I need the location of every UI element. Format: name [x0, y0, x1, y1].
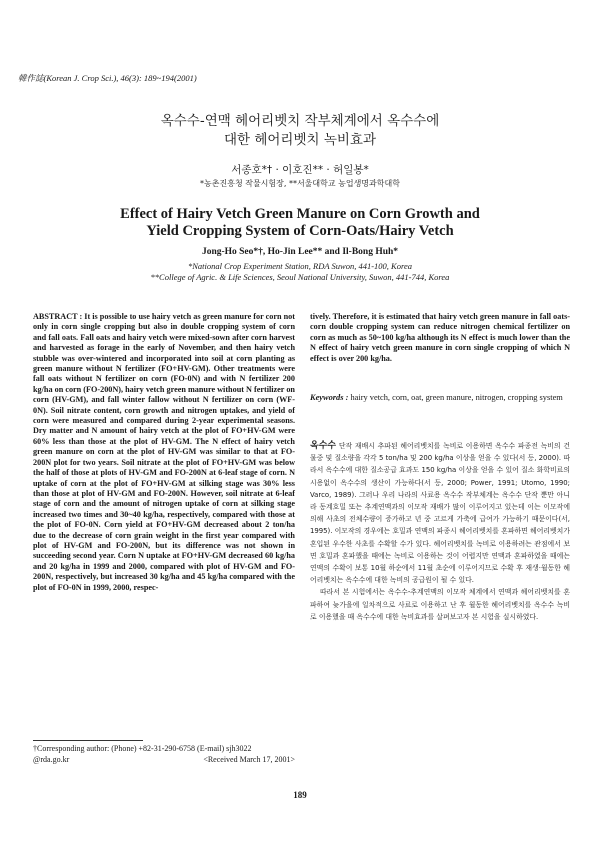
body-lead-word: 옥수수: [310, 441, 337, 451]
keywords-text: hairy vetch, corn, oat, green manure, nitrogen, cropping system: [350, 393, 563, 402]
body-paragraph-1-text: 단작 재배시 추파된 헤어리벳치를 녹비로 이용하면 옥수수 파종전 녹비의 건물중 및 질소량을 각각 5 ton/ha 및 200 kg/ha 이상을 얻을 수 있다(서 등, 2000). 따라서 옥수수에 대한 질소공급 효과도 150 kg/ha 이상을 얻을 수 있어 질소 화학비료의 시용없이 옥수수의 생산이 가능하다(서 등, 2000; Power, 1991; Utomo, 1990; Varco, 1989). 그러나 우리 나라의 사료용 옥수수 작부체계는 옥수수 단작 뿐만 아니라 동계호밀 또는 추계연맥과의 이모작 재배가 많이 이루어지고 있는데 이는 이모작에 의해 사초의 전체수량이 증가하고 년 중 고르게 가축에 급여가 가능하기 때문이다(서, 1995). 이모작의 경우에는 호밀과 연맥의 파종시 헤어리벳치를 혼파하면 헤어리벳치가 혼입된 우수한 사초를 수확할 수가 있다. 헤어리벳치를 녹비로 이용하려는 관점에서 보면 호밀과 혼파했을 때에는 녹비로 이용하는 것이 어렵지만 연맥과 혼파하였을 때에는 연맥의 수확이 보통 10월 하순에서 11월 초순에 이루어지므로 수확 후 재생·월동한 헤어리벳치는 옥수수에 대한 녹비의 공급원이 될 수 있다.: [310, 442, 570, 585]
korean-title-line-1: 옥수수-연맥 헤어리벳치 작부체계에서 옥수수에: [160, 113, 440, 129]
english-affiliation: [0, 261, 600, 283]
english-title-line-1: Effect of Hairy Vetch Green Manure on Corn Growth and: [120, 206, 480, 222]
abstract-right-column: [310, 312, 570, 364]
abstract-text: ABSTRACT : It is possible to use hairy vetch as green manure for corn not only in corn single cropping but also in double cropping system of corn and fall oats. Fall oats and hairy vetch were mixed-sown after corn harvest and harvested as forage in the early of November, and then hairy vetch stubble was over-wintered and incorporated into soil at corn planting as green manure without N fertilizer (FO+HV-GM). Other treatments were fall oats without N fertilizer on corn (FO-0N) and with N fertilizer 200 kg/ha on corn (FO-200N), hairy vetch green manure without N fertilizer on corn (HV-GM), and fall winter fallow without N fertilizer on corn (WF-0N). Soil nitrate content, corn growth and nitrogen uptakes, and yield of corn were measured and compared during 2-year experimental seasons. Dry matter and N amount of hairy vetch at the plot of FO+HV-GM were 60% less than those at the plot of HV-GM. The N effect of hairy vetch green manure on corn at the plot of HV-GM was similar to that at FO-200N plot for two years. Soil nitrate at the plot of FO+HV-GM was below the half of those at plots of HV-GM and FO-200N at 6-leaf stage of corn. N uptake of corn at the plot of FO+HV-GM at silking stage was 30% less than those at plot of HV-GM and FO-200N. However, soil nitrate at 6-leaf stage of corn and the amount of nitrogen uptake of corn at silking stage increased two times and 30~40 kg/ha, respectively, compared with those at the plot of FO-0N. Corn yield at FO+HV-GM decreased about 2 ton/ha due to the decrease of corn grain weight in the first year compared with plot of HV-GM and FO-200N, but its difference was not shown in succeeding second year. Corn N uptake at FO+HV-GM decreased 60 kg/ha and 20 kg/ha in 1999 and 2000, compared with plot of HV-GM and FO-200N, respectively, but increased 30 kg/ha and 45 kg/ha compared with the plot of FO-0N in 1999, 2000, respec-: [33, 312, 295, 592]
abstract-continuation: tively. Therefore, it is estimated that hairy vetch green manure in fall oats-corn double cropping system can reduce nitrogen chemical fertilizer on corn as much as 50~100 kg/ha although its N effect is much lower than the N effect of hairy vetch green manure in corn single cropping of which N effect is over 200 kg/ha.: [310, 312, 570, 363]
korean-authors: 서종호*† · 이호진** · 허일봉*: [231, 164, 369, 176]
body-paragraph-2: 따라서 본 시험에서는 옥수수-추계연맥의 이모작 체계에서 연맥과 헤어리벳치를 혼파하여 늦가을에 일차적으로 사료로 이용하고 난 후 월동한 헤어리벳치를 옥수수 녹비로 이용했을 때 옥수수에 대한 녹비효과를 살펴보고자 본 시험을 실시하였다.: [310, 588, 570, 621]
korean-affiliation: *농촌진흥청 작물시험장, **서울대학교 농업생명과학대학: [200, 179, 400, 188]
keywords-label: Keywords :: [310, 393, 349, 402]
journal-citation: 韓作誌(Korean J. Crop Sci.), 46(3): 189~194(2001): [18, 73, 197, 83]
footnote-received: <Received March 17, 2001>: [203, 754, 295, 764]
keywords: [310, 393, 570, 404]
footnote-divider: [33, 740, 143, 741]
page-number: 189: [293, 790, 307, 800]
footnote-email-tail: @rda.go.kr: [33, 754, 70, 764]
english-title-line-2: Yield Cropping System of Corn-Oats/Hairy Vetch: [146, 223, 454, 239]
affiliation-line-2: **College of Agric. & Life Sciences, Seoul National University, Suwon, 441-744, Korea: [150, 272, 450, 282]
footnote: [33, 744, 295, 765]
korean-title-line-2: 대한 헤어리벳치 녹비효과: [223, 132, 377, 148]
english-title: [0, 206, 600, 240]
abstract-left-column: [33, 312, 295, 593]
body-paragraph-1: [310, 440, 570, 586]
korean-body: [310, 440, 570, 623]
affiliation-line-1: *National Crop Experiment Station, RDA Suwon, 441-100, Korea: [188, 261, 412, 271]
korean-title: [0, 112, 600, 150]
footnote-corresponding: †Corresponding author: (Phone) +82-31-290-6758 (E-mail) sjh3022: [33, 744, 252, 753]
footnote-row-2: [33, 755, 295, 766]
english-authors: Jong-Ho Seo*†, Ho-Jin Lee** and Il-Bong Huh*: [201, 247, 399, 257]
